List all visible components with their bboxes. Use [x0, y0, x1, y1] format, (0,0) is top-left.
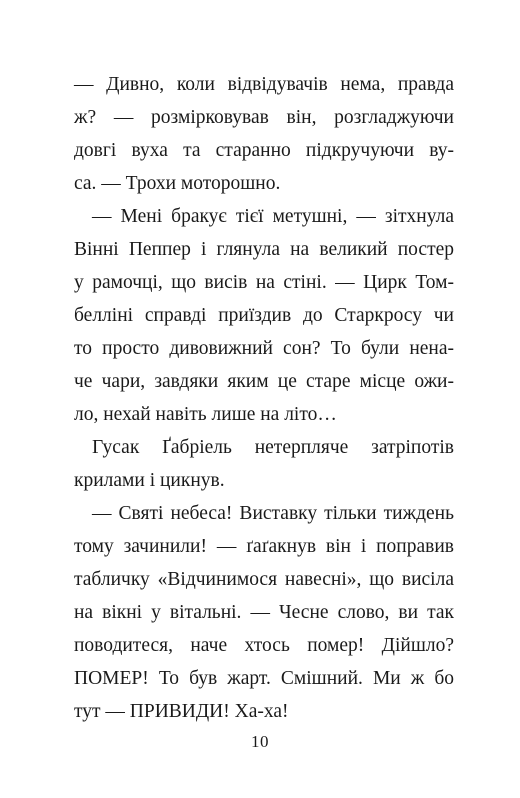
text-line: белліні справді приїздив до Старкросу чи — [74, 305, 454, 326]
text-line: са. — Трохи моторошно. — [74, 173, 281, 194]
text-line: ло, нехай навіть лише на літо… — [74, 404, 337, 425]
body-text — [74, 68, 454, 728]
text-line: че чари, завдяки яким це старе місце ожи- — [74, 371, 454, 392]
text-line: крилами і цикнув. — [74, 470, 225, 491]
text-line: ПОМЕР! То був жарт. Смішний. Ми ж бо — [74, 668, 454, 689]
text-line: тут — ПРИВИДИ! Ха-ха! — [74, 701, 289, 722]
text-line: довгі вуха та старанно підкручуючи ву- — [74, 140, 454, 161]
text-line: тому зачинили! — ґаґакнув він і поправив — [74, 536, 454, 557]
text-line: — Святі небеса! Виставку тільки тиждень — [92, 503, 454, 524]
text-line: у рамочці, що висів на стіні. — Цирк Том- — [74, 272, 454, 293]
text-line: — Мені бракує тієї метушні, — зітхнула — [92, 206, 454, 227]
page-number: 10 — [251, 732, 269, 751]
text-line: поводитеся, наче хтось помер! Дійшло? — [74, 635, 454, 656]
text-line: табличку «Відчинимося навесні», що висіла — [74, 569, 454, 590]
text-line: Вінні Пеппер і глянула на великий постер — [74, 239, 454, 260]
text-line: на вікні у вітальні. — Чесне слово, ви так — [74, 602, 454, 623]
text-line: Гусак Ґабріель нетерпляче затріпотів — [92, 437, 454, 458]
text-line: — Дивно, коли відвідувачів нема, правда — [74, 74, 454, 95]
text-line: ж? — розмірковував він, розгладжуючи — [74, 107, 454, 128]
text-line: то просто дивовижний сон? То були нена- — [74, 338, 454, 359]
